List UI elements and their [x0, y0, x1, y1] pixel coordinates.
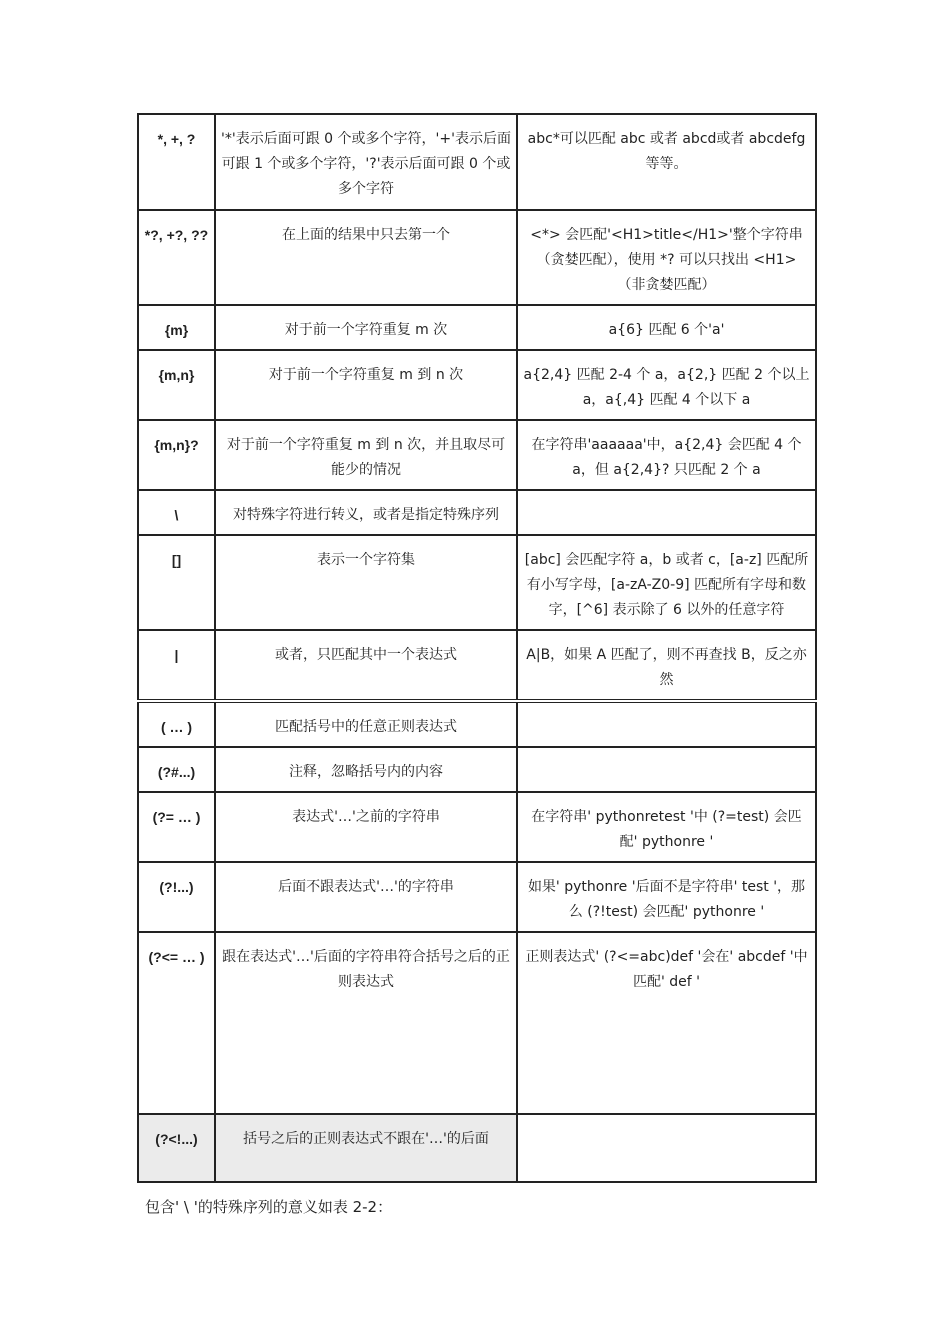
- description-cell: 在上面的结果中只去第一个: [215, 210, 517, 305]
- symbol-cell: |: [138, 630, 215, 701]
- table-row: [138, 932, 816, 1114]
- table-row: [138, 114, 816, 210]
- table-row: [138, 305, 816, 350]
- example-cell: 在字符串'aaaaaa'中，a{2,4} 会匹配 4 个 a，但 a{2,4}? 只匹配 2 个 a: [517, 420, 816, 490]
- example-cell: [517, 490, 816, 535]
- symbol-cell: {m,n}?: [138, 420, 215, 490]
- description-cell: 对于前一个字符重复 m 次: [215, 305, 517, 350]
- example-cell: [517, 747, 816, 792]
- table-row: [138, 535, 816, 630]
- symbol-cell: (?= … ): [138, 792, 215, 862]
- regex-table: [137, 113, 817, 1183]
- table-row: [138, 747, 816, 792]
- description-cell: 或者，只匹配其中一个表达式: [215, 630, 517, 701]
- table-caption: 包含' \ '的特殊序列的意义如表 2-2：: [145, 1198, 393, 1216]
- symbol-cell: ( … ): [138, 701, 215, 747]
- symbol-cell: (?<!...): [138, 1114, 215, 1182]
- table-row: [138, 792, 816, 862]
- example-cell: 正则表达式' (?<=abc)def '会在' abcdef '中匹配' def ': [517, 932, 816, 1114]
- example-cell: A|B，如果 A 匹配了，则不再查找 B，反之亦然: [517, 630, 816, 701]
- example-cell: a{2,4} 匹配 2-4 个 a，a{2,} 匹配 2 个以上 a，a{,4} 匹配 4 个以下 a: [517, 350, 816, 420]
- description-cell: 注释，忽略括号内的内容: [215, 747, 517, 792]
- example-cell: a{6} 匹配 6 个'a': [517, 305, 816, 350]
- symbol-cell: (?!...): [138, 862, 215, 932]
- table-row: [138, 420, 816, 490]
- table-row: [138, 701, 816, 747]
- example-cell: [abc] 会匹配字符 a，b 或者 c，[a-z] 匹配所有小写字母，[a-zA-Z0-9] 匹配所有字母和数字，[^6] 表示除了 6 以外的任意字符: [517, 535, 816, 630]
- symbol-cell: {m,n}: [138, 350, 215, 420]
- symbol-cell: \: [138, 490, 215, 535]
- example-cell: abc*可以匹配 abc 或者 abcd或者 abcdefg等等。: [517, 114, 816, 210]
- description-cell: 对于前一个字符重复 m 到 n 次: [215, 350, 517, 420]
- symbol-cell: {m}: [138, 305, 215, 350]
- table-row: [138, 210, 816, 305]
- description-cell: 表示一个字符集: [215, 535, 517, 630]
- example-cell: <*> 会匹配'<H1>title</H1>'整个字符串（贪婪匹配），使用 *? 可以只找出 <H1>（非贪婪匹配）: [517, 210, 816, 305]
- table-row: [138, 490, 816, 535]
- description-cell: 对特殊字符进行转义，或者是指定特殊序列: [215, 490, 517, 535]
- symbol-cell: (?<= … ): [138, 932, 215, 1114]
- description-cell: '*'表示后面可跟 0 个或多个字符，'+'表示后面可跟 1 个或多个字符，'?'表示后面可跟 0 个或多个字符: [215, 114, 517, 210]
- description-cell: 表达式'…'之前的字符串: [215, 792, 517, 862]
- symbol-cell: []: [138, 535, 215, 630]
- description-cell: 对于前一个字符重复 m 到 n 次，并且取尽可能少的情况: [215, 420, 517, 490]
- description-cell: 后面不跟表达式'…'的字符串: [215, 862, 517, 932]
- table-row: [138, 630, 816, 701]
- table-row: [138, 1114, 816, 1182]
- example-cell: [517, 1114, 816, 1182]
- description-cell: 匹配括号中的任意正则表达式: [215, 701, 517, 747]
- example-cell: 在字符串' pythonretest '中 (?=test) 会匹配' pythonre ': [517, 792, 816, 862]
- table-row: [138, 350, 816, 420]
- description-cell: 括号之后的正则表达式不跟在'…'的后面: [215, 1114, 517, 1182]
- example-cell: [517, 701, 816, 747]
- table-row: [138, 862, 816, 932]
- symbol-cell: (?#...): [138, 747, 215, 792]
- example-cell: 如果' pythonre '后面不是字符串' test '，那么 (?!test) 会匹配' pythonre ': [517, 862, 816, 932]
- symbol-cell: *?, +?, ??: [138, 210, 215, 305]
- symbol-cell: *, +, ?: [138, 114, 215, 210]
- description-cell: 跟在表达式'…'后面的字符串符合括号之后的正则表达式: [215, 932, 517, 1114]
